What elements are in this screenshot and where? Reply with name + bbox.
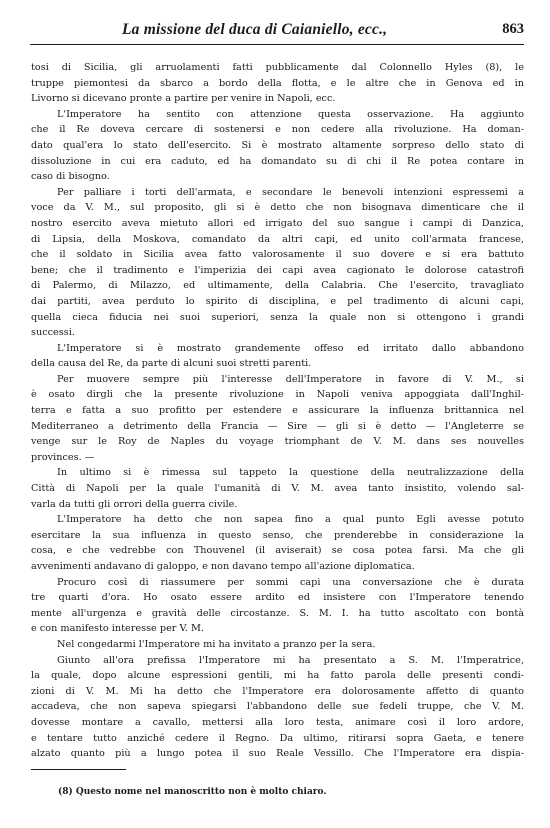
- text-line: bene; che il tradimento e l'imperizia dei capi avea cagionato le dolorose catastrofi: [31, 264, 524, 276]
- text-line: dai partiti, avea perduto lo spirito di disciplina, e pel tradimento di alcuni capi,: [31, 295, 524, 307]
- text-line: che il soldato in Sicilia avea fatto valorosamente il suo dovere e si era battuto: [31, 249, 524, 261]
- text-line: truppe piemontesi da sbarco a bordo della flotta, e le altre che in Genova ed in: [31, 77, 524, 89]
- footnote-rule: [31, 769, 126, 770]
- text-line: e tentare tutto anziché cedere il Regno. Da ultimo, ritirarsi sopra Gaeta, e tenere: [31, 732, 524, 744]
- text-line: dato qual'era lo stato dell'esercito. Si è mostrato altamente sorpreso dello stato di: [31, 139, 524, 151]
- text-line: della causa del Re, da parte di alcuni suoi stretti parenti.: [31, 358, 312, 370]
- text-line: tosi di Sicilia, gli arruolamenti fatti pubblicamente dal Colonnello Hyles (8), le: [31, 62, 524, 73]
- footnote: (8) Questo nome nel manoscritto non è molto chiaro.: [58, 787, 327, 797]
- body-text: [31, 60, 524, 762]
- text-line: Nel congedarmi l'Imperatore mi ha invitato a pranzo per la sera.: [57, 638, 376, 650]
- text-line: successi.: [31, 327, 75, 339]
- text-line: L'Imperatore si è mostrato grandemente offeso ed irritato dallo abbandono: [57, 342, 524, 354]
- text-line: nostro esercito aveva mietuto allori ed irrigato del suo sangue i campi di Danzica,: [31, 217, 524, 229]
- text-line: provinces. —: [31, 451, 95, 463]
- text-line: esercitare la sua influenza in questo senso, che prenderebbe in considerazione la: [31, 529, 524, 541]
- text-line: varla da tutti gli orrori della guerra civile.: [31, 498, 238, 510]
- text-line: che il Re doveva cercare di sostenersi e non cedere alla rivoluzione. Ha doman-: [31, 124, 524, 136]
- text-line: è osato dirgli che la presente rivoluzione in Napoli veniva appoggiata dall'Inghil-: [31, 389, 524, 401]
- text-line: venge sur le Roy de Naples du voyage triomphant de V. M. dans ses nouvelles: [31, 436, 524, 448]
- text-line: avvenimenti andavano di galoppo, e non davano tempo all'azione diplomatica.: [31, 561, 415, 572]
- text-line: Procuro così di riassumere per sommi capi una conversazione che è durata: [57, 576, 524, 588]
- text-line: zioni di V. M. Mi ha detto che l'Imperatore era dolorosamente affetto di quanto: [31, 685, 524, 697]
- text-line: alzato quanto più a lungo potea il suo Reale Vessillo. Che l'Imperatore era dispia-: [31, 748, 524, 760]
- text-line: voce da V. M., sul proposito, gli si è detto che non bisognava dimenticare che il: [31, 202, 524, 214]
- text-line: accadeva, che non sapeva spiegarsi l'abbandono delle sue fedeli truppe, che V. M.: [31, 701, 524, 713]
- text-line: Mediterraneo a detrimento della Francia — Sire — gli si è detto — l'Angleterre se: [31, 420, 524, 432]
- text-line: L'Imperatore ha sentito con attenzione questa osservazione. Ha aggiunto: [57, 108, 524, 120]
- text-line: Giunto all'ora prefissa l'Imperatore mi ha presentato a S. M. l'Imperatrice,: [57, 654, 524, 666]
- text-line: Per palliare i torti dell'armata, e secondare le benevoli intenzioni espressemi a: [57, 186, 524, 198]
- text-line: dissoluzione in cui era caduto, ed ha domandato su di chi il Re potea contare in: [31, 155, 524, 167]
- text-line: L'Imperatore ha detto che non sapea fino a qual punto Egli avesse potuto: [57, 514, 524, 526]
- text-line: caso di bisogno.: [31, 171, 110, 183]
- text-line: di Palermo, di Milazzo, ed ultimamente, della Calabria. Che l'esercito, travagliato: [31, 280, 524, 292]
- text-line: Per muovere sempre più l'interesse dell'Imperatore in favore di V. M., si: [57, 373, 524, 385]
- text-line: Livorno si dicevano pronte a partire per venire in Napoli, ecc.: [31, 93, 336, 105]
- text-line: dovesse montare a cavallo, mettersi alla loro testa, animare così il loro ardore,: [31, 716, 524, 728]
- text-line: di Lipsia, della Moskova, comandato da altri capi, ed unito coll'armata francese,: [31, 233, 524, 245]
- text-line: tre quarti d'ora. Ho osato essere ardito ed insistere con l'Imperatore tenendo: [31, 592, 524, 604]
- page-number: 863: [502, 21, 524, 37]
- text-line: terra e fatta a suo profitto per estendere e assicurare la influenza brittannica nel: [31, 405, 524, 417]
- text-line: e con manifesto interesse per V. M.: [31, 623, 204, 635]
- text-line: Città di Napoli per la quale l'umanità di V. M. avea tanto insistito, volendo sal-: [31, 483, 524, 495]
- header-rule: [30, 44, 524, 45]
- page-header: [30, 18, 524, 46]
- text-line: In ultimo si è rimessa sul tappeto la questione della neutralizzazione della: [57, 467, 524, 479]
- text-line: quella cieca fiducia nei suoi superiori, senza la quale non si ottengono i grandi: [31, 311, 524, 323]
- running-title: La missione del duca di Caianiello, ecc.,: [122, 21, 388, 38]
- text-line: mente all'urgenza e gravità delle circostanze. S. M. I. ha tutto ascoltato con bontà: [31, 607, 524, 619]
- text-line: cosa, e che vedrebbe con Thouvenel (il aviserait) se cosa potea farsi. Ma che gli: [31, 545, 524, 557]
- text-line: la quale, dopo alcune espressioni gentili, mi ha fatto parola delle presenti condi-: [31, 670, 524, 682]
